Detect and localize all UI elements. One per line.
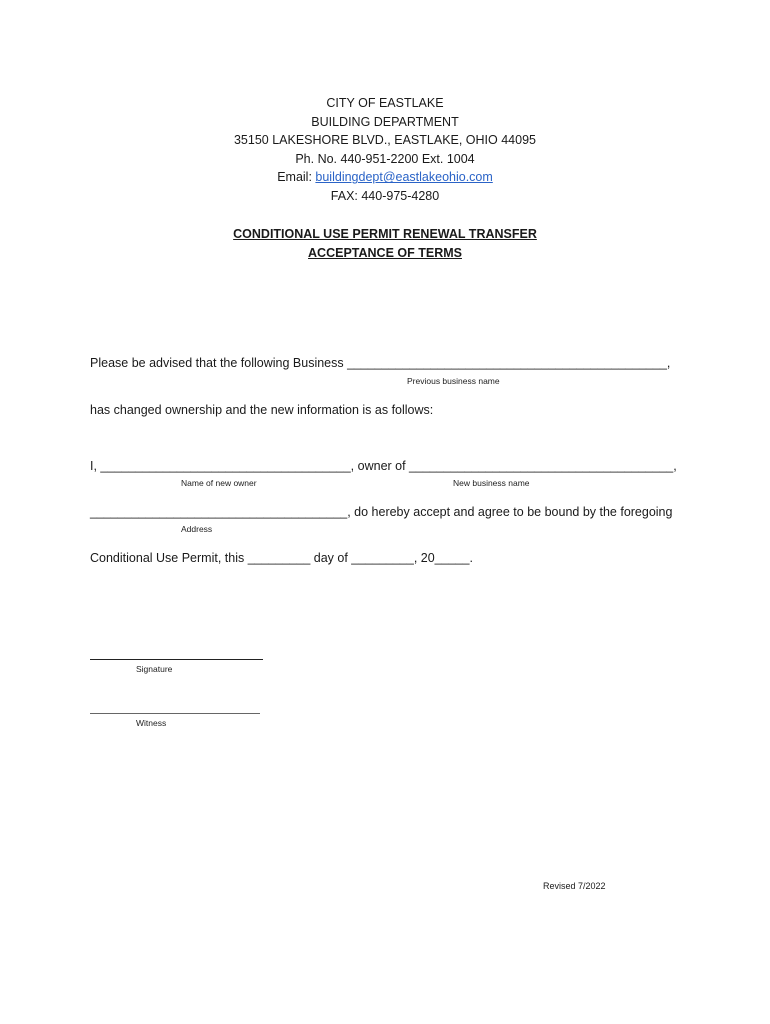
business-statement: Please be advised that the following Business ______________________________________________, (90, 356, 671, 370)
letterhead (0, 94, 770, 206)
new-owner-caption: Name of new owner (181, 478, 257, 488)
witness-caption: Witness (136, 718, 167, 728)
witness-line (90, 713, 260, 714)
email-line (0, 168, 770, 187)
address-caption: Address (181, 524, 213, 534)
signature-line (90, 659, 263, 660)
title-line-1: CONDITIONAL USE PERMIT RENEWAL TRANSFER (233, 227, 537, 241)
title-line-2: ACCEPTANCE OF TERMS (308, 246, 462, 260)
address-acceptance-line: _____________________________________, do hereby accept and agree to be bound by the foregoing (90, 505, 673, 519)
owner-line: I, ____________________________________, owner of ______________________________________, (90, 459, 677, 473)
fax-number: FAX: 440-975-4280 (330, 188, 440, 203)
email-link[interactable]: buildingdept@eastlakeohio.com (315, 170, 493, 185)
permit-date-line: Conditional Use Permit, this _________ day of _________, 20_____. (90, 551, 473, 565)
email-label: Email: (277, 170, 316, 185)
department-address: 35150 LAKESHORE BLVD., EASTLAKE, OHIO 44095 (233, 133, 536, 148)
city-name: CITY OF EASTLAKE (326, 96, 444, 110)
revision-date: Revised 7/2022 (543, 881, 606, 891)
signature-caption: Signature (136, 664, 173, 674)
phone-number: Ph. No. 440-951-2200 Ext. 1004 (295, 151, 475, 166)
ownership-change-statement: has changed ownership and the new information is as follows: (90, 403, 434, 417)
document-title (0, 225, 770, 263)
department-name: BUILDING DEPARTMENT (311, 114, 459, 129)
new-business-caption: New business name (453, 478, 530, 488)
previous-business-caption: Previous business name (407, 376, 500, 386)
